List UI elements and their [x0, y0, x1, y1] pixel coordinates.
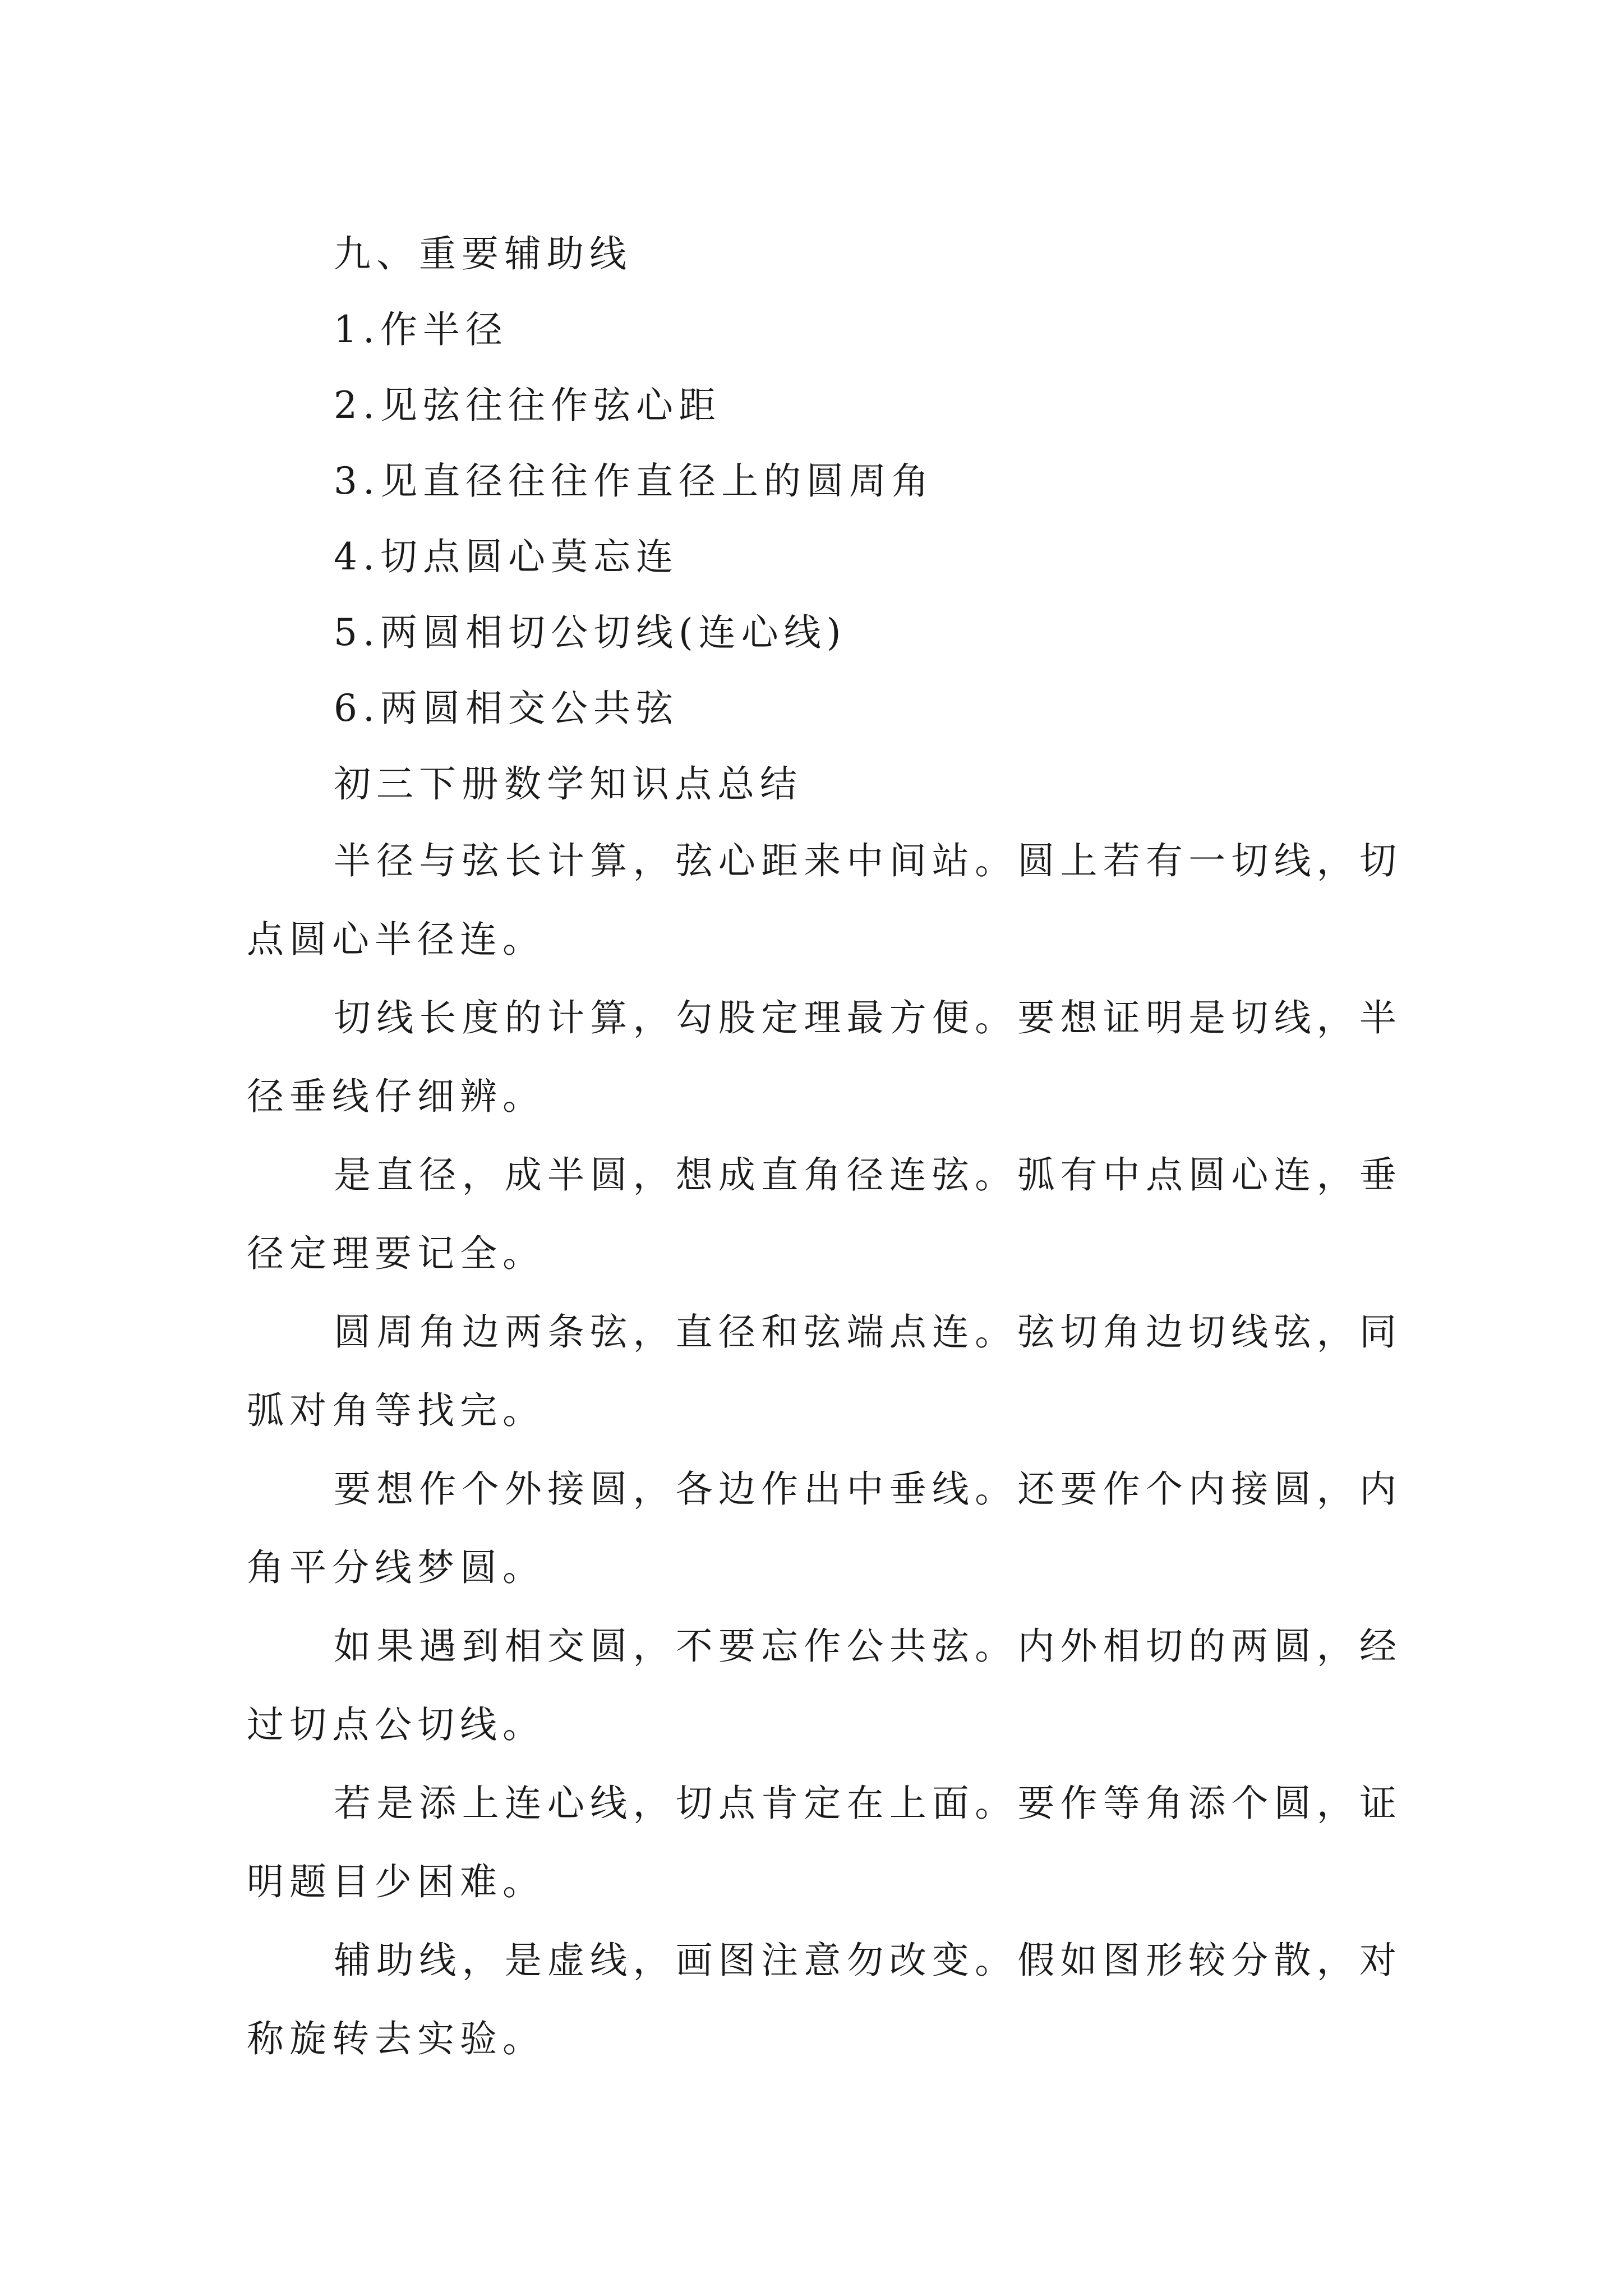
paragraph-4: 圆周角边两条弦，直径和弦端点连。弦切角边切线弦，同弧对角等找完。 — [247, 1310, 1402, 1432]
aux-item-2: 2.见弦往往作弦心距 — [334, 384, 721, 427]
paragraph-5: 要想作个外接圆，各边作出中垂线。还要作个内接圆，内角平分线梦圆。 — [247, 1467, 1402, 1589]
paragraph-8: 辅助线，是虚线，画图注意勿改变。假如图形较分散，对称旋转去实验。 — [247, 1939, 1402, 2060]
aux-item-3: 3.见直径往往作直径上的圆周角 — [334, 459, 934, 503]
paragraph-3: 是直径，成半圆，想成直角径连弦。弧有中点圆心连，垂径定理要记全。 — [247, 1153, 1402, 1275]
aux-item-5: 5.两圆相切公切线(连心线) — [334, 611, 847, 654]
aux-item-1: 1.作半径 — [334, 308, 508, 351]
paragraph-7: 若是添上连心线，切点肯定在上面。要作等角添个圆，证明题目少困难。 — [247, 1782, 1402, 1903]
paragraph-1: 半径与弦长计算，弦心距来中间站。圆上若有一切线，切点圆心半径连。 — [247, 839, 1402, 961]
section-heading: 九、重要辅助线 — [334, 232, 632, 275]
paragraph-2: 切线长度的计算，勾股定理最方便。要想证明是切线，半径垂线仔细辨。 — [247, 996, 1402, 1118]
aux-item-4: 4.切点圆心莫忘连 — [334, 535, 679, 578]
summary-title: 初三下册数学知识点总结 — [334, 762, 803, 806]
aux-item-6: 6.两圆相交公共弦 — [334, 687, 679, 730]
paragraph-6: 如果遇到相交圆，不要忘作公共弦。内外相切的两圆，经过切点公切线。 — [247, 1625, 1402, 1746]
document-body — [247, 216, 1402, 2078]
